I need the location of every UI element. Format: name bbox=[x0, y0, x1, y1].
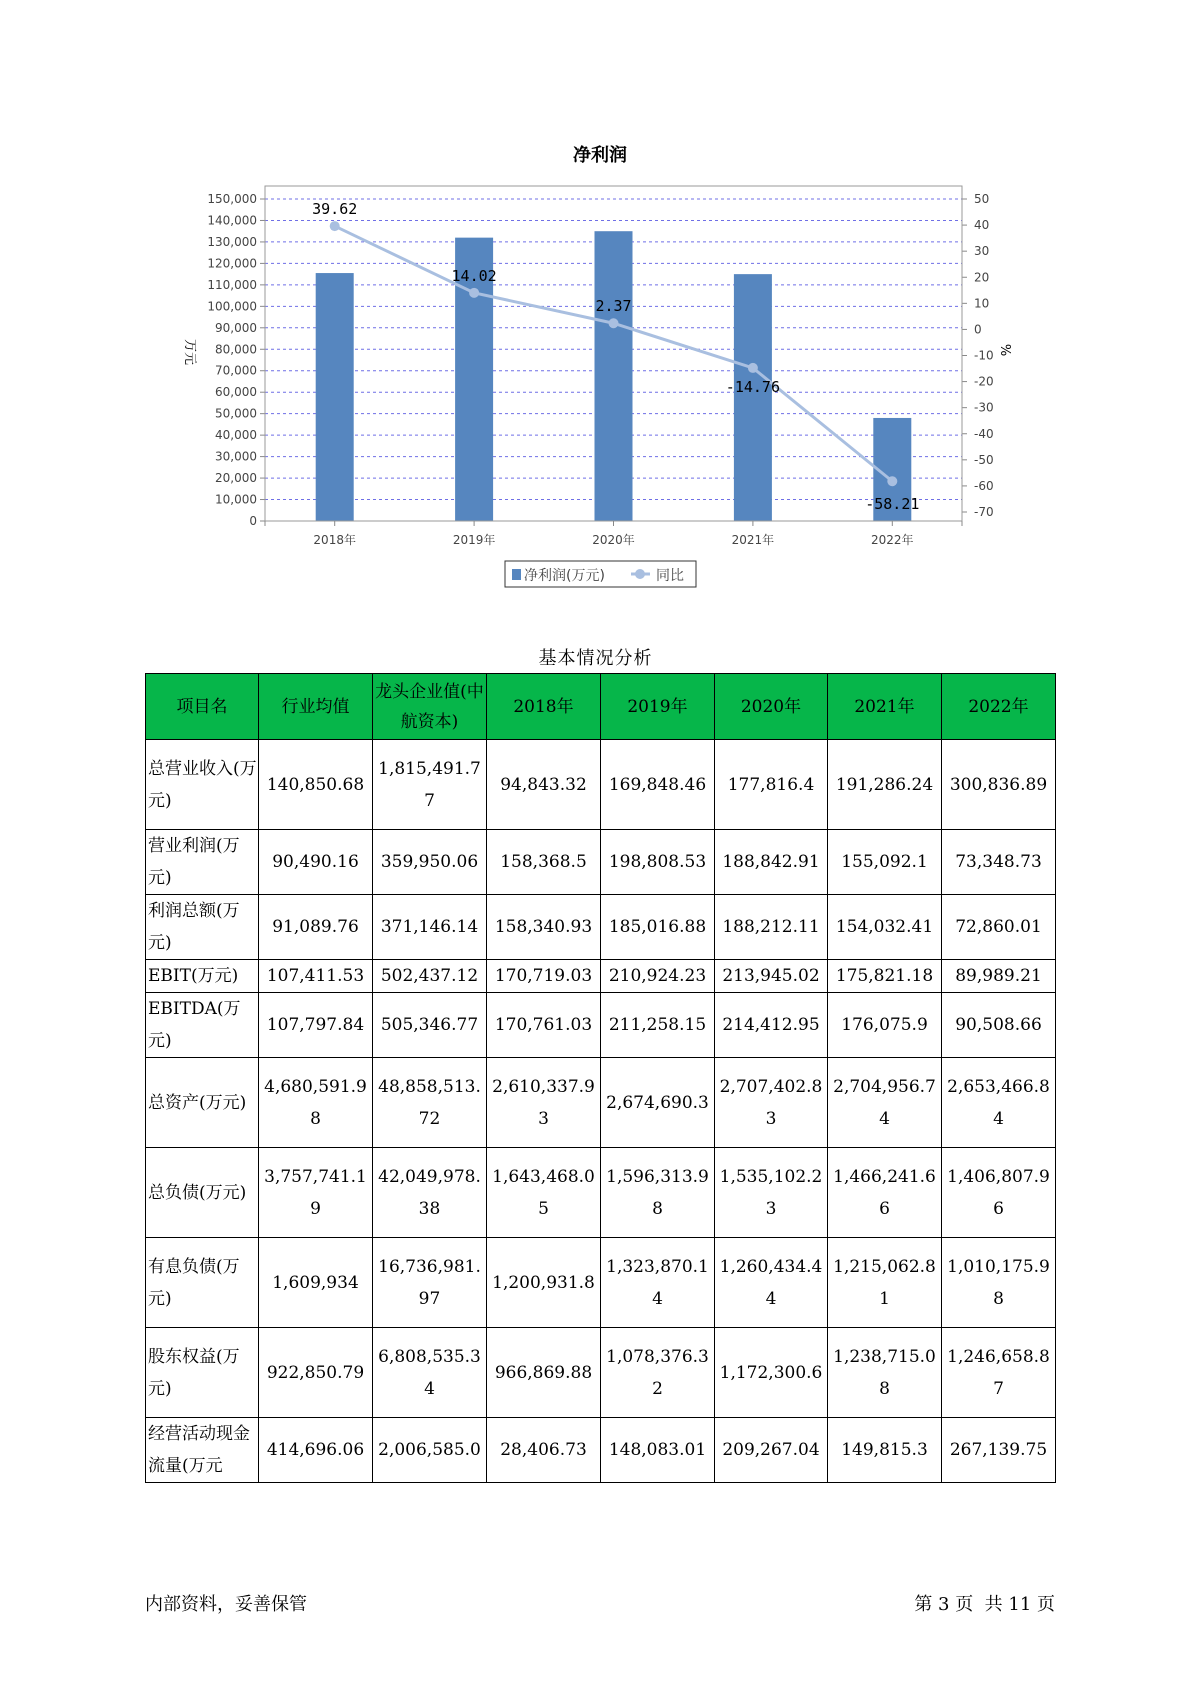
y-tick-label: 110,000 bbox=[207, 277, 257, 292]
y2-tick-label: 0 bbox=[974, 322, 982, 337]
table-row bbox=[146, 1148, 1056, 1238]
table-cell: 177,816.4 bbox=[715, 740, 828, 830]
table-cell: 1,215,062.81 bbox=[828, 1238, 942, 1328]
table-cell: 3,757,741.19 bbox=[259, 1148, 373, 1238]
bar bbox=[595, 231, 633, 521]
table-cell: 502,437.12 bbox=[373, 960, 487, 993]
legend-line-marker bbox=[635, 569, 645, 579]
legend-bar-label: 净利润(万元) bbox=[524, 568, 605, 584]
y2-tick-label: -20 bbox=[974, 374, 994, 389]
table-cell: 211,258.15 bbox=[601, 993, 715, 1058]
table-row bbox=[146, 1328, 1056, 1418]
table-cell: 158,340.93 bbox=[487, 895, 601, 960]
row-label-cell: 利润总额(万元) bbox=[146, 895, 259, 960]
x-tick-label: 2018年 bbox=[313, 533, 356, 547]
footer-confidential-note: 内部资料，妥善保管 bbox=[145, 1594, 307, 1615]
table-cell: 2,674,690.3 bbox=[601, 1058, 715, 1148]
table-cell: 1,535,102.23 bbox=[715, 1148, 828, 1238]
table-cell: 170,719.03 bbox=[487, 960, 601, 993]
table-cell: 214,412.95 bbox=[715, 993, 828, 1058]
table-cell: 1,078,376.32 bbox=[601, 1328, 715, 1418]
chart-title: 净利润 bbox=[573, 145, 627, 166]
bar-series bbox=[316, 231, 912, 521]
line-point bbox=[469, 288, 479, 298]
line-point bbox=[748, 363, 758, 373]
y-tick-label: 60,000 bbox=[215, 385, 257, 400]
y-tick-label: 70,000 bbox=[215, 363, 257, 378]
table-row bbox=[146, 1238, 1056, 1328]
row-label-cell: EBIT(万元) bbox=[146, 960, 259, 993]
table-header-cell: 2019年 bbox=[601, 674, 715, 740]
table-cell: 2,006,585.0 bbox=[373, 1418, 487, 1483]
table-cell: 175,821.18 bbox=[828, 960, 942, 993]
table-cell: 42,049,978.38 bbox=[373, 1148, 487, 1238]
table-cell: 73,348.73 bbox=[942, 830, 1056, 895]
y-tick-label: 150,000 bbox=[207, 192, 257, 206]
table-header-cell: 行业均值 bbox=[259, 674, 373, 740]
table-cell: 1,200,931.8 bbox=[487, 1238, 601, 1328]
table-cell: 300,836.89 bbox=[942, 740, 1056, 830]
y-tick-label: 0 bbox=[249, 514, 257, 528]
table-cell: 149,815.3 bbox=[828, 1418, 942, 1483]
table-cell: 4,680,591.98 bbox=[259, 1058, 373, 1148]
table-cell: 267,139.75 bbox=[942, 1418, 1056, 1483]
y-tick-label: 30,000 bbox=[215, 449, 257, 464]
line-point bbox=[609, 318, 619, 328]
table-cell: 2,707,402.83 bbox=[715, 1058, 828, 1148]
legend-bar-swatch bbox=[512, 569, 521, 580]
table-cell: 1,172,300.6 bbox=[715, 1328, 828, 1418]
y2-tick-label: 50 bbox=[974, 192, 990, 206]
table-cell: 209,267.04 bbox=[715, 1418, 828, 1483]
data-label: -58.21 bbox=[865, 495, 920, 514]
table-header-cell: 项目名 bbox=[146, 674, 259, 740]
table-header-cell: 2022年 bbox=[942, 674, 1056, 740]
table-cell: 148,083.01 bbox=[601, 1418, 715, 1483]
y-tick-label: 100,000 bbox=[207, 299, 257, 314]
y-tick-label: 120,000 bbox=[207, 256, 257, 271]
table-header-cell: 龙头企业值(中航资本) bbox=[373, 674, 487, 740]
bar bbox=[734, 274, 772, 521]
row-label-cell: 有息负债(万元) bbox=[146, 1238, 259, 1328]
table-cell: 966,869.88 bbox=[487, 1328, 601, 1418]
y2-tick-label: 10 bbox=[974, 296, 990, 311]
table-cell: 922,850.79 bbox=[259, 1328, 373, 1418]
basic-analysis-table bbox=[145, 673, 1056, 1483]
line-point bbox=[887, 476, 897, 486]
row-label-cell: 营业利润(万元) bbox=[146, 830, 259, 895]
table-cell: 210,924.23 bbox=[601, 960, 715, 993]
table-cell: 185,016.88 bbox=[601, 895, 715, 960]
data-label: -14.76 bbox=[725, 377, 780, 396]
table-row bbox=[146, 740, 1056, 830]
y2-axis-label: % bbox=[997, 343, 1012, 357]
table-cell: 16,736,981.97 bbox=[373, 1238, 487, 1328]
table-cell: 1,406,807.96 bbox=[942, 1148, 1056, 1238]
y-tick-label: 130,000 bbox=[207, 234, 257, 249]
row-label-cell: EBITDA(万元) bbox=[146, 993, 259, 1058]
y2-tick-label: -30 bbox=[974, 400, 994, 415]
table-cell: 1,609,934 bbox=[259, 1238, 373, 1328]
row-label-cell: 总负债(万元) bbox=[146, 1148, 259, 1238]
x-tick-label: 2020年 bbox=[592, 533, 635, 547]
table-cell: 198,808.53 bbox=[601, 830, 715, 895]
table-cell: 188,212.11 bbox=[715, 895, 828, 960]
table-cell: 72,860.01 bbox=[942, 895, 1056, 960]
line-point bbox=[330, 221, 340, 231]
table-cell: 155,092.1 bbox=[828, 830, 942, 895]
table-cell: 94,843.32 bbox=[487, 740, 601, 830]
row-label-cell: 经营活动现金流量(万元 bbox=[146, 1418, 259, 1483]
y2-tick-label: -40 bbox=[974, 426, 994, 441]
y-tick-label: 50,000 bbox=[215, 406, 257, 421]
data-label: 2.37 bbox=[595, 297, 632, 316]
table-cell: 414,696.06 bbox=[259, 1418, 373, 1483]
table-cell: 2,653,466.84 bbox=[942, 1058, 1056, 1148]
table-cell: 1,323,870.14 bbox=[601, 1238, 715, 1328]
table-cell: 107,411.53 bbox=[259, 960, 373, 993]
table-cell: 48,858,513.72 bbox=[373, 1058, 487, 1148]
table-cell: 1,596,313.98 bbox=[601, 1148, 715, 1238]
table-header-cell: 2018年 bbox=[487, 674, 601, 740]
chart-svg bbox=[0, 0, 1191, 600]
net-profit-chart bbox=[0, 0, 1191, 600]
y2-tick-label: 30 bbox=[974, 244, 990, 259]
row-label-cell: 股东权益(万元) bbox=[146, 1328, 259, 1418]
table-cell: 176,075.9 bbox=[828, 993, 942, 1058]
table-cell: 213,945.02 bbox=[715, 960, 828, 993]
table-cell: 90,490.16 bbox=[259, 830, 373, 895]
table-cell: 6,808,535.34 bbox=[373, 1328, 487, 1418]
chart-legend bbox=[505, 561, 696, 587]
row-label-cell: 总营业收入(万元) bbox=[146, 740, 259, 830]
table-cell: 1,238,715.08 bbox=[828, 1328, 942, 1418]
y-tick-label: 20,000 bbox=[215, 471, 257, 486]
x-tick-label: 2019年 bbox=[452, 533, 496, 547]
table-cell: 91,089.76 bbox=[259, 895, 373, 960]
table-cell: 1,246,658.87 bbox=[942, 1328, 1056, 1418]
y2-tick-label: 20 bbox=[974, 270, 990, 285]
table-row bbox=[146, 960, 1056, 993]
table-cell: 359,950.06 bbox=[373, 830, 487, 895]
table-cell: 371,146.14 bbox=[373, 895, 487, 960]
table-cell: 191,286.24 bbox=[828, 740, 942, 830]
table-row bbox=[146, 895, 1056, 960]
table-cell: 140,850.68 bbox=[259, 740, 373, 830]
table-cell: 188,842.91 bbox=[715, 830, 828, 895]
table-cell: 1,466,241.66 bbox=[828, 1148, 942, 1238]
y2-tick-label: -70 bbox=[974, 505, 994, 519]
table-cell: 169,848.46 bbox=[601, 740, 715, 830]
table-header-row bbox=[146, 674, 1056, 740]
y2-tick-label: -50 bbox=[974, 452, 994, 467]
y-axis-label: 万元 bbox=[182, 338, 197, 366]
table-cell: 89,989.21 bbox=[942, 960, 1056, 993]
table-cell: 1,643,468.05 bbox=[487, 1148, 601, 1238]
table-cell: 158,368.5 bbox=[487, 830, 601, 895]
table-cell: 2,610,337.93 bbox=[487, 1058, 601, 1148]
table-cell: 2,704,956.74 bbox=[828, 1058, 942, 1148]
y2-tick-label: -10 bbox=[974, 348, 994, 363]
table-body bbox=[146, 740, 1056, 1483]
table-title: 基本情况分析 bbox=[538, 648, 653, 669]
y-tick-label: 10,000 bbox=[215, 492, 257, 507]
data-label: 14.02 bbox=[451, 266, 497, 285]
table-cell: 505,346.77 bbox=[373, 993, 487, 1058]
footer-page-number: 第 3 页 共 11 页 bbox=[914, 1594, 1055, 1615]
table-row bbox=[146, 1418, 1056, 1483]
table-cell: 1,260,434.44 bbox=[715, 1238, 828, 1328]
bar bbox=[316, 273, 354, 521]
table-row bbox=[146, 1058, 1056, 1148]
table-cell: 154,032.41 bbox=[828, 895, 942, 960]
table-cell: 107,797.84 bbox=[259, 993, 373, 1058]
data-label: 39.62 bbox=[312, 200, 358, 219]
y2-tick-label: -60 bbox=[974, 478, 994, 493]
table-cell: 1,815,491.77 bbox=[373, 740, 487, 830]
y-tick-label: 40,000 bbox=[215, 428, 257, 443]
row-label-cell: 总资产(万元) bbox=[146, 1058, 259, 1148]
x-tick-label: 2022年 bbox=[871, 533, 914, 547]
table-cell: 90,508.66 bbox=[942, 993, 1056, 1058]
table-cell: 28,406.73 bbox=[487, 1418, 601, 1483]
table-cell: 1,010,175.98 bbox=[942, 1238, 1056, 1328]
table-header-cell: 2020年 bbox=[715, 674, 828, 740]
legend-line-label: 同比 bbox=[656, 568, 684, 584]
x-tick-label: 2021年 bbox=[731, 533, 775, 547]
y-tick-label: 80,000 bbox=[215, 342, 257, 357]
y-tick-label: 90,000 bbox=[215, 320, 257, 335]
y-tick-label: 140,000 bbox=[207, 213, 257, 228]
table-cell: 170,761.03 bbox=[487, 993, 601, 1058]
table-row bbox=[146, 993, 1056, 1058]
table-row bbox=[146, 830, 1056, 895]
table-header-cell: 2021年 bbox=[828, 674, 942, 740]
y2-tick-label: 40 bbox=[974, 218, 990, 233]
